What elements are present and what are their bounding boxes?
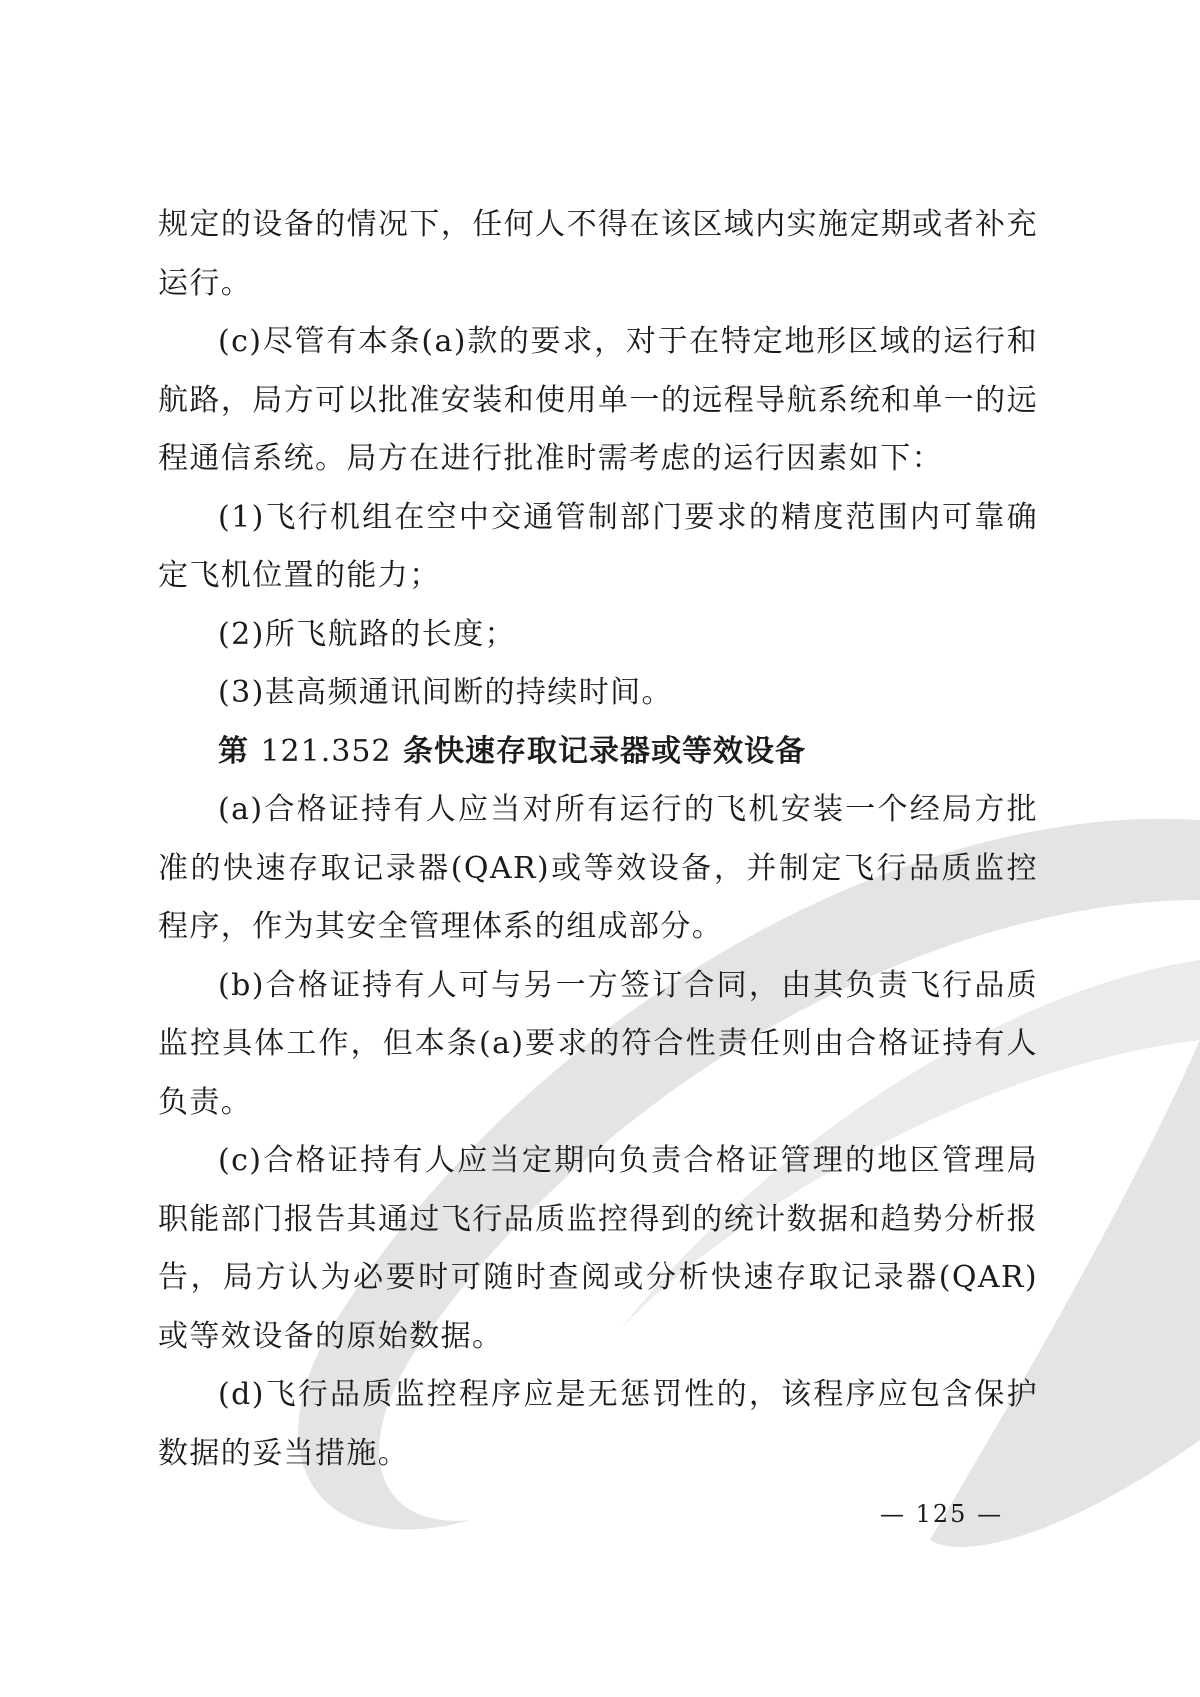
paragraph-4: (2)所飞航路的长度； — [218, 616, 516, 652]
paragraph-9: (d)飞行品质监控程序应是无惩罚性的，该程序应包含保护数据的妥当措施。 — [158, 1377, 1038, 1471]
heading-title: 条快速存取记录器或等效设备 — [402, 733, 806, 769]
paragraph-1: 规定的设备的情况下，任何人不得在该区域内实施定期或者补充运行。 — [158, 207, 1038, 301]
heading-number: 121.352 — [260, 733, 392, 769]
paragraph-8: (c)合格证持有人应当定期向负责合格证管理的地区管理局职能部门报告其通过飞行品质监控得到的统计数据和趋势分析报告，局方认为必要时可随时查阅或分析快速存取记录器(QAR)或等效设备的原始数据。 — [158, 1143, 1038, 1354]
document-body — [158, 196, 1038, 1483]
paragraph-3: (1)飞行机组在空中交通管制部门要求的精度范围内可靠确定飞机位置的能力； — [158, 499, 1038, 593]
page-number: — 125 — — [880, 1500, 1004, 1528]
paragraph-5: (3)甚高频通讯间断的持续时间。 — [218, 675, 673, 710]
paragraph-7: (b)合格证持有人可与另一方签订合同，由其负责飞行品质监控具体工作，但本条(a)要求的符合性责任则由合格证持有人负责。 — [158, 967, 1038, 1120]
heading-prefix: 第 — [218, 733, 249, 769]
paragraph-2: (c)尽管有本条(a)款的要求，对于在特定地形区域的运行和航路，局方可以批准安装和使用单一的远程导航系统和单一的远程通信系统。局方在进行批准时需考虑的运行因素如下： — [158, 324, 1038, 476]
paragraph-6: (a)合格证持有人应当对所有运行的飞机安装一个经局方批准的快速存取记录器(QAR)或等效设备，并制定飞行品质监控程序，作为其安全管理体系的组成部分。 — [158, 792, 1038, 944]
section-heading — [158, 723, 1038, 782]
